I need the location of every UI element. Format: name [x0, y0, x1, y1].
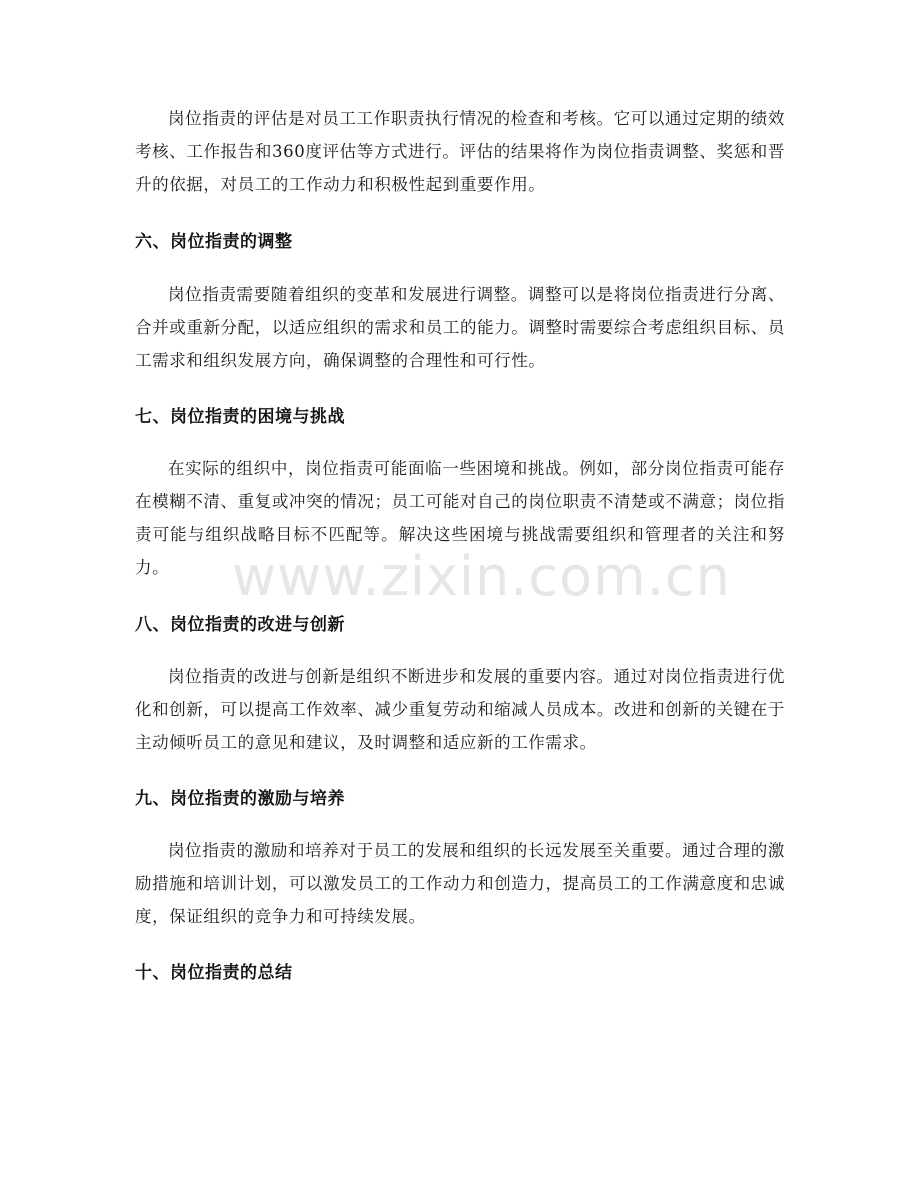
heading-section-10: 十、岗位指责的总结	[135, 963, 293, 983]
heading-section-9: 九、岗位指责的激励与培养	[135, 789, 345, 809]
paragraph-section-7: 在实际的组织中，岗位指责可能面临一些困境和挑战。例如，部分岗位指责可能存在模糊不清、重复或冲突的情况；员工可能对自己的岗位职责不清楚或不满意；岗位指责可能与组织战略目标不匹配等。解决这些困境与挑战需要组织和管理者的关注和努力。	[135, 459, 785, 577]
heading-section-6: 六、岗位指责的调整	[135, 232, 293, 252]
paragraph-section-8: 岗位指责的改进与创新是组织不断进步和发展的重要内容。通过对岗位指责进行优化和创新，可以提高工作效率、减少重复劳动和缩减人员成本。改进和创新的关键在于主动倾听员工的意见和建议，及时调整和适应新的工作需求。	[135, 667, 785, 752]
paragraph-section-6: 岗位指责需要随着组织的变革和发展进行调整。调整可以是将岗位指责进行分离、合并或重新分配，以适应组织的需求和员工的能力。调整时需要综合考虑组织目标、员工需求和组织发展方向，确保调整的合理性和可行性。	[135, 285, 785, 370]
paragraph-section-9: 岗位指责的激励和培养对于员工的发展和组织的长远发展至关重要。通过合理的激励措施和培训计划，可以激发员工的工作动力和创造力，提高员工的工作满意度和忠诚度，保证组织的竞争力和可持续发展。	[135, 841, 785, 926]
heading-section-7: 七、岗位指责的困境与挑战	[135, 407, 345, 427]
watermark: www.zixin.com.cn	[232, 545, 731, 608]
paragraph-evaluation: 岗位指责的评估是对员工工作职责执行情况的检查和考核。它可以通过定期的绩效考核、工作报告和360度评估等方式进行。评估的结果将作为岗位指责调整、奖惩和晋升的依据，对员工的工作动力和积极性起到重要作用。	[135, 109, 785, 194]
heading-section-8: 八、岗位指责的改进与创新	[135, 615, 345, 635]
